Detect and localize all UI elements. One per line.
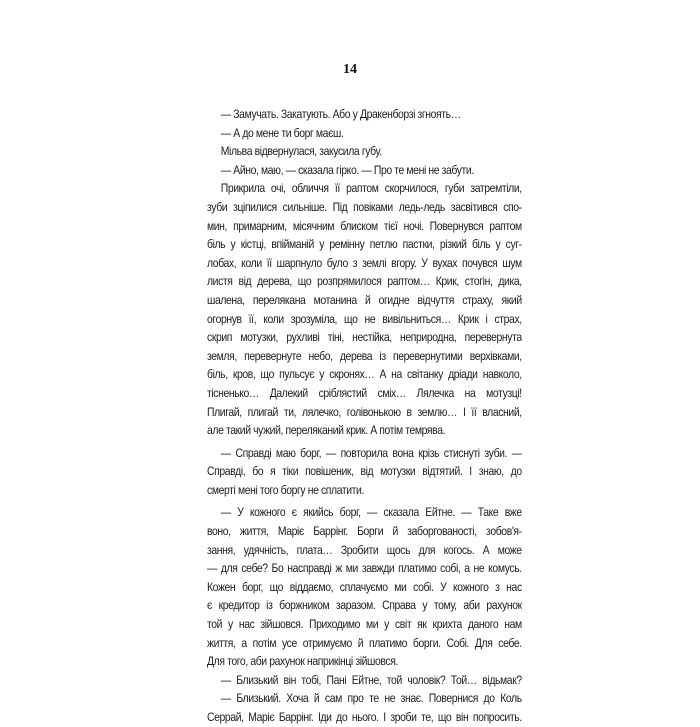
text-line: Кожен борг, що віддаємо, сплачуємо ми собі. У кожного з нас [207, 579, 522, 594]
text-line: життя, а потім усе отримуємо й платимо борги. Собі. Для себе. [207, 635, 522, 650]
text-line: огорнув її, коли зрозуміла, що не вивільниться… Крик і страх, [207, 311, 522, 326]
text-line: є кредитор із боржником заразом. Справа у тому, аби рахунок [207, 598, 522, 613]
text-line: — Замучать. Закатують. Або у Дракенборзі згноять… [220, 107, 461, 121]
text-line: той у нас зійшовся. Приходимо ми у світ як крихта даного нам [207, 617, 522, 632]
text-line: Плигай, плигай ти, лялечко, голівонькою в землю… І її власний, [207, 404, 522, 419]
text-line: скрип мотузки, рухливі тіні, нестійка, неприродна, перевернута [207, 330, 522, 345]
text-line: Для того, аби рахунок наприкінці зійшовся. [207, 654, 398, 669]
text-line: Серрай, Маріє Баррінг. Іди до нього. І зроби те, що він попросить. [207, 710, 522, 724]
text-line: — А до мене ти борг маєш. [220, 125, 344, 140]
text-line: біль у кістці, впійманій у ремінну петлю пастки, різкий біль у суг- [207, 237, 522, 252]
text-line: шалена, перелякана мотанина й огидне відчуття страху, який [207, 292, 522, 307]
text-line: — Справді маю борг, — повторила вона крізь стиснуті зуби. — [220, 445, 522, 460]
text-line: — для себе? Бо насправді ж ми завжди платимо собі, а не комусь. [207, 561, 522, 576]
body-text [207, 105, 522, 727]
text-line: Прикрила очі, обличчя її раптом скорчилося, губи затремтіли, [220, 181, 522, 196]
text-line: зання, удячність, плата… Зробити щось для когось. А може [207, 542, 522, 557]
text-line: — Близький. Хоча й сам про те не знає. Повернися до Коль [220, 691, 522, 706]
text-line: біль, кров, що пульсує у скронях… А на світанку дріади навколо, [207, 367, 522, 382]
text-line: — Близький він тобі, Пані Ейтне, той чоловік? Той… відьмак? [220, 672, 522, 687]
text-line: Справді, бо я тіки повішеник, від мотузки відтятий. І знаю, до [207, 464, 522, 479]
text-line: — У кожного є якийсь борг, — сказала Ейтне. — Таке вже [220, 505, 522, 520]
text-line: листя від дерева, що розпрямилося раптом… Крик, стогін, дика, [207, 274, 522, 289]
text-line: але такий чужий, переляканий крик. А потім темрява. [207, 423, 446, 438]
text-line: — Айно, маю, — сказала гірко. — Про те мені не забути. [220, 162, 474, 177]
text-line: мин, примарним, місячним блиском тієї ночі. Повернувся раптом [207, 218, 522, 233]
text-line: земля, перевернуте небо, дерева із перевернутими верхівками, [207, 348, 522, 363]
text-line: Мільва відвернулася, закусила губу. [220, 144, 382, 159]
text-line: воно, життя, Маріє Баррінг. Борги й заборгованості, зобов'я- [207, 524, 522, 539]
text-line: смерті мені того боргу не сплатити. [207, 482, 364, 497]
page-number: 14 [343, 62, 357, 77]
text-line: зуби зціпилися сильніше. Під повіками ледь-ледь засвітився спо- [207, 199, 522, 214]
text-line: лобах, коли її шарпнуло було з землі вгору. У вухах почувся шум [207, 255, 522, 270]
text-line: тісненько… Далекий сріблястий сміх… Лялечка на мотузці! [207, 385, 522, 400]
